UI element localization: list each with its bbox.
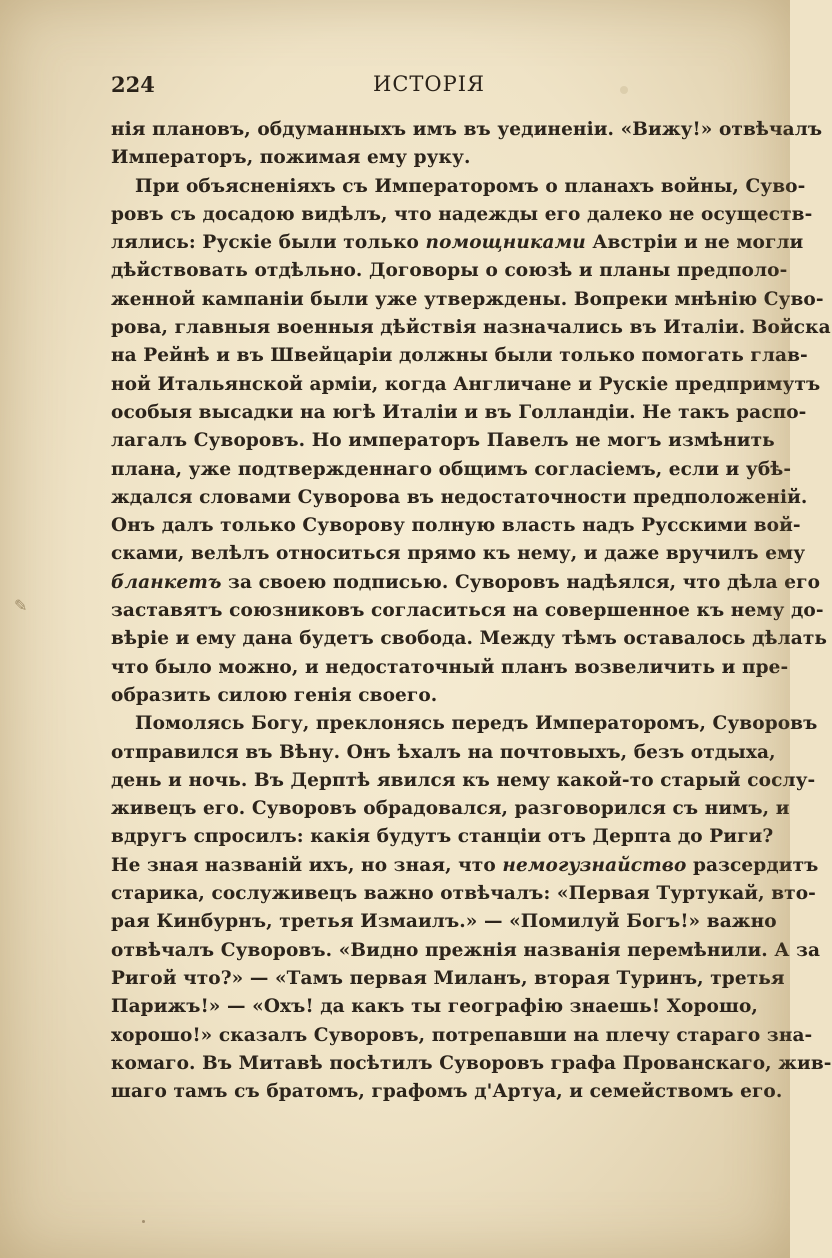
text-line: отвѣчалъ Суворовъ. «Видно прежнія названія перемѣнили. А за [111,939,821,961]
text-line: Не зная названій ихъ, но зная, что немогузнайство разсердитъ [111,854,819,876]
text-line: Императоръ, пожимая ему руку. [111,147,471,169]
text-line: Ригой что?» — «Тамъ первая Миланъ, вторая Туринъ, третья [111,967,785,989]
text-line: день и ночь. Въ Дерптѣ явился къ нему какой-то старый сослу- [111,769,816,791]
text-line: лялись: Рускіе были только помощниками Австріи и не могли [111,232,804,254]
body-text [111,116,832,1106]
text-line: ровъ съ досадою видѣлъ, что надежды его далеко не осуществ- [111,203,813,225]
text-line: комаго. Въ Митавѣ посѣтилъ Суворовъ графа Прованскаго, жив- [111,1052,832,1074]
text-line: женной кампаніи были уже утверждены. Вопреки мнѣнію Суво- [111,288,824,310]
italic-phrase: немогузнайство [502,854,687,876]
text-line: отправился въ Вѣну. Онъ ѣхалъ на почтовыхъ, безъ отдыха, [111,741,776,763]
text-line: При объясненіяхъ съ Императоромъ о планахъ войны, Суво- [135,175,806,197]
text-line: вѣріе и ему дана будетъ свобода. Между тѣмъ оставалось дѣлать [111,628,828,650]
text-line: рая Кинбурнъ, третья Измаилъ.» — «Помилуй Богъ!» важно [111,911,777,933]
text-line: шаго тамъ съ братомъ, графомъ д'Артуа, и семействомъ его. [111,1081,783,1103]
text-line: заставятъ союзниковъ согласиться на совершенное къ нему до- [111,600,824,622]
text-line: бланкетъ за своею подписью. Суворовъ надѣялся, что дѣла его [111,571,821,593]
text-line: Помолясь Богу, преклонясь передъ Императоромъ, Суворовъ [135,713,818,735]
margin-mark-icon: ✎ [14,596,28,615]
text-line: лагалъ Суворовъ. Но императоръ Павелъ не могъ измѣнить [111,430,775,452]
text-line: Парижъ!» — «Охъ! да какъ ты географію знаешь! Хорошо, [111,996,758,1018]
text-line: живецъ его. Суворовъ обрадовался, разговорился съ нимъ, и [111,798,790,820]
text-line: нія плановъ, обдуманныхъ имъ въ уединеніи. «Вижу!» отвѣчалъ [111,119,823,140]
text-line: вдругъ спросилъ: какія будутъ станціи отъ Дерпта до Риги? [111,826,774,848]
italic-phrase: помощниками [425,232,586,254]
italic-phrase: бланкетъ [111,571,222,593]
text-line: дѣйствовать отдѣльно. Договоры о союзѣ и планы предполо- [111,260,788,282]
page-number: 224 [111,72,155,97]
text-line: ной Итальянской арміи, когда Англичане и Рускіе предпримутъ [111,373,821,395]
text-line: на Рейнѣ и въ Швейцаріи должны были только помогать глав- [111,345,808,367]
text-line: сками, велѣлъ относиться прямо къ нему, и даже вручилъ ему [111,543,806,565]
text-line: плана, уже подтвержденнаго общимъ согласіемъ, если и убѣ- [111,458,792,480]
text-line: старика, сослуживецъ важно отвѣчалъ: «Первая Туртукай, вто- [111,883,816,905]
text-line: хорошо!» сказалъ Суворовъ, потрепавши на плечу стараго зна- [111,1024,813,1046]
paper-speck [142,1220,145,1223]
text-line: Онъ далъ только Суворову полную власть надъ Русскими вой- [111,515,801,537]
running-head [111,72,721,106]
text-line: ждался словами Суворова въ недостаточности предположеній. [111,486,808,508]
text-line: особыя высадки на югѣ Италіи и въ Голландіи. Не такъ распо- [111,401,807,423]
text-line: образить силою генія своего. [111,684,438,706]
text-line: рова, главныя военныя дѣйствія назначались въ Италіи. Войска [111,317,831,339]
text-line: что было можно, и недостаточный планъ возвеличить и пре- [111,656,789,678]
running-title: ИСТОРІЯ [373,72,485,96]
